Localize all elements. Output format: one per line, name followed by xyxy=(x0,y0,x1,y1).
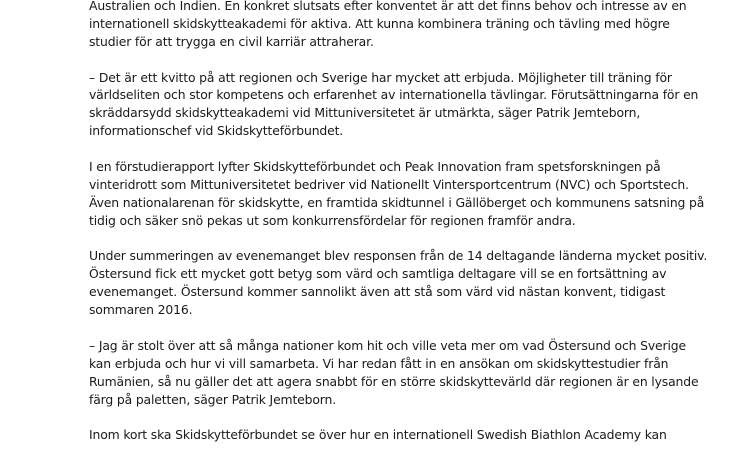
text-line: Även nationalarenan för skidskytte, en framtida skidtunnel i Gällöberget och kommunens satsning på xyxy=(89,194,705,210)
paragraph-event-summary xyxy=(89,247,708,319)
text-line: internationell skidskytteakademi för aktiva. Att kunna kombinera träning och tävling med högre xyxy=(89,15,670,31)
text-line: informationschef vid Skidskytteförbundet. xyxy=(89,123,344,139)
paragraph-academy-review xyxy=(89,426,669,444)
paragraph-jemteborn-quote-2 xyxy=(89,337,699,409)
text-line: Inom kort ska Skidskytteförbundet se över hur en internationell Swedish Biathlon Academy kan xyxy=(89,427,667,443)
text-line: Östersund fick ett mycket gott betyg som värd och samtliga deltagare vill se en fortsättning av xyxy=(89,266,667,282)
text-line: tidig och säker snö pekas ut som konkurrensfördelar för regionen framför andra. xyxy=(89,212,576,228)
text-line: I en förstudierapport lyfter Skidskytteförbundet och Peak Innovation fram spetsforskningen på xyxy=(89,159,661,175)
text-line: Rumänien, så nu gäller det att agera snabbt för en större skidskyttevärld där regionen är en lysande xyxy=(89,373,699,389)
text-line: studier för att trygga en civil karriär attraherar. xyxy=(89,33,374,49)
text-line: skräddarsydd skidskytteakademi vid Mittuniversitetet är utmärkta, säger Patrik Jemteborn, xyxy=(89,105,641,121)
text-line: sommaren 2016. xyxy=(89,302,193,318)
paragraph-jemteborn-quote-1 xyxy=(89,69,699,141)
text-line: världseliten och stor kompetens och erfarenhet av internationella tävlingar. Förutsättningarna för en xyxy=(89,87,699,103)
text-line: Under summeringen av evenemanget blev responsen från de 14 deltagande länderna mycket positiv. xyxy=(89,248,708,264)
paragraph-feasibility-study xyxy=(89,158,705,230)
text-line: – Det är ett kvitto på att regionen och Sverige har mycket att erbjuda. Möjligheter till träning för xyxy=(89,69,672,85)
text-line: kan erbjuda och hur vi vill samarbeta. Vi har redan fått in en ansökan om skidskyttestudier från xyxy=(89,355,669,371)
text-line: evenemanget. Östersund kommer sannolikt även att stå som värd vid nästan konvent, tidigast xyxy=(89,284,666,300)
document-body xyxy=(89,0,708,462)
text-line: Australien och Indien. En konkret slutsats efter konventet är att det finns behov och intresse av en xyxy=(89,0,687,13)
text-line: färg på paletten, säger Patrik Jemteborn. xyxy=(89,391,337,407)
text-line: – Jag är stolt över att så många nationer kom hit och ville veta mer om vad Östersund och Sverige xyxy=(89,337,686,353)
paragraph-convention-conclusion xyxy=(89,0,687,51)
text-line: vinteridrott som Mittuniversitetet bedriver vid Nationellt Vintersportcentrum (NVC) och Sportstech. xyxy=(89,176,689,192)
